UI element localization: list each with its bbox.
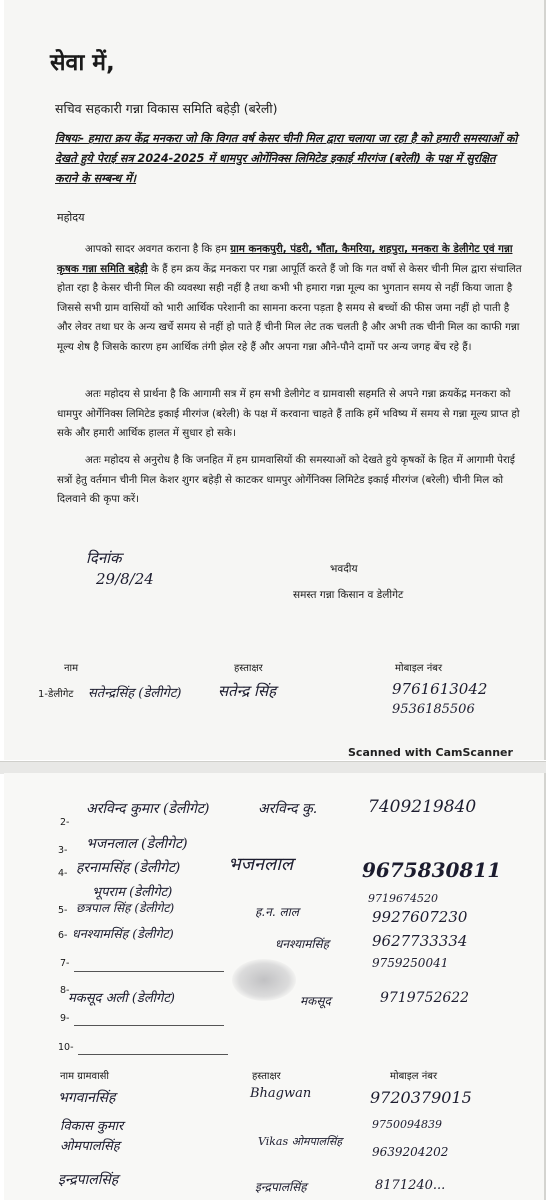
villager-name: इन्द्रपालसिंह [58,1172,119,1188]
row-number: 9- [60,1013,70,1024]
villager-header-name: नाम ग्रामवासी [60,1071,110,1082]
row1-mobile-2: 9536185506 [392,702,475,717]
para1-villages: ग्राम कनकपुरी, पंडरी, भौंता, कैमरिया, शहपुरा, मनकरा के डेलीगेट एवं गन्ना कृषक गन्ना समिति बहेड़ी [57,243,513,275]
row-number: 6- [58,930,68,941]
scanner-watermark: Scanned with CamScanner [348,746,513,759]
paragraph-2: अतः महोदय से प्रार्थना है कि आगामी सत्र में हम सभी डेलीगेट व ग्रामवासी सहमति से अपने गन्ना क्रयकेंद्र मनकरा को धामपुर ओर्गेनिक्स लिमिटेड इकाई मीरगंज (बरेली) के पक्ष में करवाना चाहते हैं ताकि हमें भविष्य में समय से गन्ना मूल्य प्राप्त हो सके और हमारी आर्थिक हालत में सुधार हो सके। [57,388,520,439]
delegate-mobile: 9759250041 [372,956,449,970]
delegate-mobile: 9675830811 [362,858,502,882]
delegate-signature: ह.न. लाल [255,905,299,919]
header-mobile: मोबाइल नंबर [395,663,443,674]
delegate-name: भजनलाल (डेलीगेट) [86,836,188,852]
delegate-name: छत्रपाल सिंह (डेलीगेट) [76,901,175,915]
villager-mobile: 8171240... [375,1178,446,1193]
villager-header-mobile: मोबाइल नंबर [390,1071,438,1082]
blank-line [74,971,224,972]
villager-name: विकास कुमार [60,1119,124,1134]
row1-mobile-1: 9761613042 [392,680,488,698]
salutation: सेवा में, [50,50,115,76]
signatory: समस्त गन्ना किसान व डेलीगेट [293,589,404,601]
villager-signature: इन्द्रपालसिंह [255,1180,307,1194]
villager-header-signature: हस्ताक्षर [252,1071,281,1082]
delegate-name: अरविन्द कुमार (डेलीगेट) [86,801,210,817]
header-name: नाम [64,663,79,674]
row-number: 4- [58,868,68,879]
subject-line: विषयः- हमारा क्रय केंद्र मनकरा जो कि विगत वर्ष केसर चीनी मिल द्वारा चलाया जा रहा है को हमारी समस्याओं को देखते हुये पेराई सत्र 2024-2025 में धामपुर ओर्गेनिक्स लिमिटेड इकाई मीरगंज (बरेली) के पक्ष में सुरक्षित कराने के सम्बन्ध में। [55,132,518,185]
villager-mobile: 9750094839 [372,1118,442,1131]
row1-label: 1-डेलीगेट [38,689,74,700]
header-signature: हस्ताक्षर [234,663,263,674]
paragraph-1 [57,240,523,357]
delegate-signature: मकसूद [300,994,331,1008]
row-number: 3- [58,845,68,856]
row-number: 2- [60,817,70,828]
blank-line [74,1025,224,1026]
delegate-name: धनश्यामसिंह (डेलीगेट) [72,926,174,941]
row-number: 10- [58,1042,74,1053]
blank-line [78,1054,228,1055]
greeting: महोदय [57,211,85,224]
villager-mobile: 9720379015 [370,1088,472,1107]
delegate-signature: भजनलाल [228,854,294,875]
delegate-name: हरनामसिंह (डेलीगेट) [76,860,181,876]
villager-signature: Bhagwan [250,1086,312,1101]
delegate-signature: अरविन्द कु. [258,801,318,817]
addressee: सचिव सहकारी गन्ना विकास समिति बहेड़ी (बरेली) [55,101,278,116]
delegate-mobile: 9627733334 [372,932,468,950]
delegate-mobile: 7409219840 [368,797,477,817]
paragraph-3: अतः महोदय से अनुरोध है कि जनहित में हम ग्रामवासियों की समस्याओं को देखते हुये कृषकों के हित में आगामी पेराई सत्रों हेतु वर्तमान चीनी मिल केशर शुगर बहेड़ी से काटकर धामपुर ओर्गेनिक्स लिमिटेड इकाई मीरगंज (बरेली) चीनी मिल को दिलवाने की कृपा करें। [57,454,515,505]
delegate-name: भूपराम (डेलीगेट) [92,885,173,900]
row1-signature: सतेन्द्र सिंह [218,682,277,700]
row1-name: सतेन्द्रसिंह (डेलीगेट) [88,686,182,701]
delegate-mobile: 9927607230 [372,908,468,926]
delegate-signature: धनश्यामसिंह [275,937,329,951]
villager-name: ओमपालसिंह [60,1139,120,1154]
row-number: 5- [58,905,68,916]
date-value: 29/8/24 [96,570,154,588]
row-number: 7- [60,958,70,969]
delegate-mobile: 9719674520 [368,892,438,905]
villager-signature: Vikas ओमपालसिंह [258,1135,343,1148]
closing: भवदीय [330,563,358,575]
date-label: दिनांक [86,549,122,567]
villager-mobile: 9639204202 [372,1145,449,1159]
ink-stamp [232,959,296,1001]
delegate-name: मकसूद अली (डेलीगेट) [68,991,175,1006]
villager-name: भगवानसिंह [58,1090,116,1106]
para1-intro: आपको सादर अवगत कराना है कि हम [85,243,231,255]
delegate-mobile: 9719752622 [380,990,470,1006]
para1-rest: के हैं हम क्रय केंद्र मनकरा पर गन्ना आपूर्ति करते हैं जो कि गत वर्षो से केसर चीनी मिल द्वारा संचालित होता रहा है केसर चीनी मिल की व्यवस्था सही नहीं है तथा कभी भी हमारा गन्ना मूल्य का भुगतान समय से नहीं किया जाता है जिससे सभी ग्राम वासियों को भारी आर्थिक परेशानी का सामना करना पड़ता है समय से बच्चों की फीस जमा नहीं हो पाती है और लेवर तथा घर के अन्य खर्चे समय से नहीं हो पाते हैं चीनी मिल लेट तक चलती है और अभी तक चीनी मिल का काफी गन्ना मूल्य शेष है जिसके कारण हम आर्थिक तंगी झेल रहे हैं और अपना गन्ना औने-पौने दामों पर अन्य जगह बेंच रहे हैं। [57,262,522,353]
row-number: 8- [60,985,70,996]
